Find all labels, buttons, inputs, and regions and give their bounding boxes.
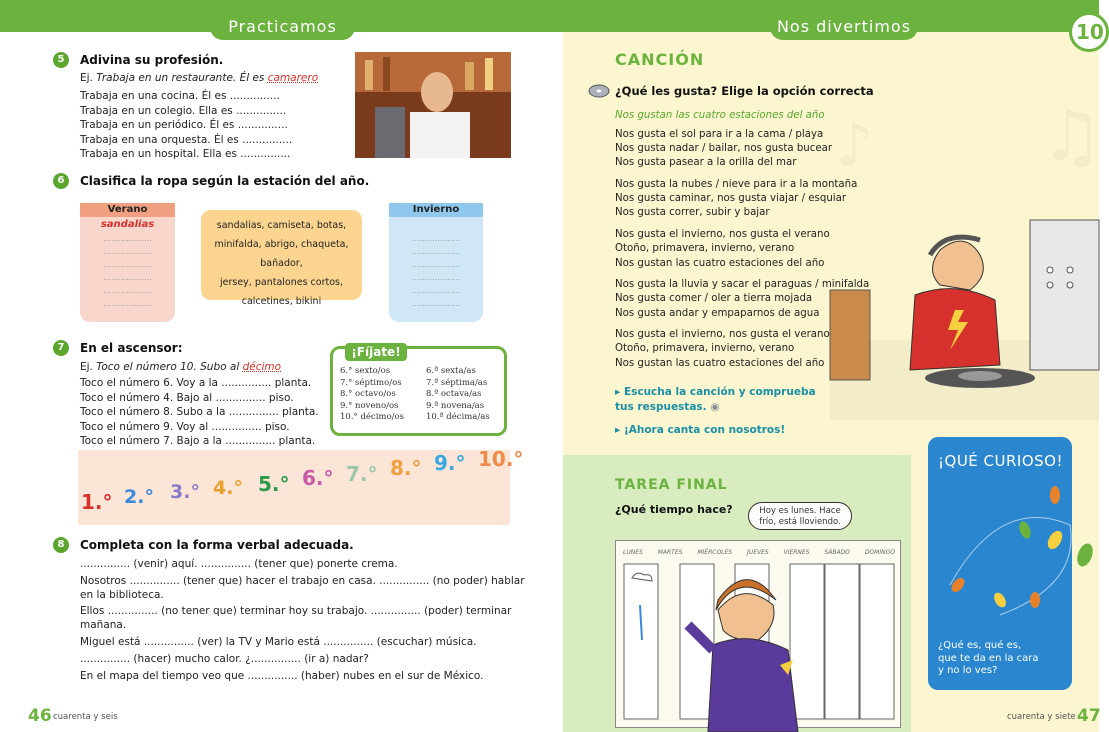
music-note-icon: ♫ bbox=[1040, 95, 1103, 177]
song-line: Nos gusta la lluvia y sacar el paraguas / minifalda bbox=[615, 279, 870, 290]
fijate-masculine: 6.° sexto/os 7.° séptimo/os 8.° octavo/os 9.° noveno/os 10.° décimo/os bbox=[340, 366, 404, 422]
ex7-title: En el ascensor: bbox=[80, 341, 183, 355]
ex8-title: Completa con la forma verbal adecuada. bbox=[80, 538, 354, 552]
ex7-item: Toco el número 4. Bajo al ............... piso. bbox=[80, 392, 294, 404]
ex5-number: 5 bbox=[53, 52, 69, 68]
ex7-item: Toco el número 9. Voy al ............... piso. bbox=[80, 421, 290, 433]
step-2: 2.° bbox=[124, 486, 154, 508]
music-note-icon: ♪ bbox=[835, 110, 874, 180]
page-number-left: 46 bbox=[28, 706, 52, 726]
song-line: Nos gustan las cuatro estaciones del año bbox=[615, 358, 825, 369]
step-1: 1.° bbox=[81, 490, 113, 514]
verano-blanks: ................... ................... ................... ................... ................... ................... bbox=[103, 234, 152, 308]
day-label: VIERNES bbox=[783, 549, 810, 556]
clothing-words-line: minifalda, abrigo, chaqueta, bañador, bbox=[214, 239, 349, 269]
song-line: Otoño, primavera, invierno, verano bbox=[615, 343, 795, 354]
ex8-line: mañana. bbox=[80, 619, 127, 631]
step-9: 9.° bbox=[434, 451, 466, 475]
ex5-item: Trabaja en un colegio. Ella es ............... bbox=[80, 105, 287, 117]
invierno-label: Invierno bbox=[389, 203, 483, 217]
ex8-line: Ellos ............... (no tener que) terminar hoy su trabajo. ............... (poder) terminar bbox=[80, 605, 512, 617]
invierno-blanks: ................... ................... ................... ................... ................... ................... bbox=[411, 234, 461, 308]
clothing-words-line: calcetines, bikini bbox=[241, 296, 322, 307]
step-6: 6.° bbox=[302, 466, 334, 490]
step-8: 8.° bbox=[390, 456, 422, 480]
ex7-item: Toco el número 6. Voy a la ............... planta. bbox=[80, 377, 312, 389]
ex6-number: 6 bbox=[53, 173, 69, 189]
step-7: 7.° bbox=[346, 462, 378, 486]
cancion-title: CANCIÓN bbox=[615, 50, 705, 69]
boy-illustration bbox=[688, 560, 813, 732]
ex8-line: en la biblioteca. bbox=[80, 589, 164, 601]
clothing-words-box bbox=[201, 210, 362, 307]
ex8-line: En el mapa del tiempo veo que ............... (haber) nubes en el sur de México. bbox=[80, 670, 484, 682]
song-line: Nos gusta el invierno, nos gusta el verano bbox=[615, 229, 830, 240]
verano-answer: sandalias bbox=[100, 219, 155, 230]
step-3: 3.° bbox=[170, 481, 200, 503]
fijate-feminine: 6.ª sexta/as 7.ª séptima/as 8.ª octava/as 9.ª novena/as 10.ª décima/as bbox=[426, 366, 490, 422]
ex5-item: Trabaja en un periódico. Él es ............... bbox=[80, 119, 288, 131]
right-header-title: Nos divertimos bbox=[770, 14, 918, 40]
ex7-item: Toco el número 7. Bajo a la ............... planta. bbox=[80, 435, 316, 447]
ex7-item: Toco el número 8. Subo a la ............... planta. bbox=[80, 406, 319, 418]
ex5-title: Adivina su profesión. bbox=[80, 53, 224, 67]
ex5-item: Trabaja en un hospital. Ella es ............... bbox=[80, 148, 291, 160]
song-line: Nos gustan las cuatro estaciones del año bbox=[615, 258, 825, 269]
ex5-item: Trabaja en una cocina. Él es ............... bbox=[80, 90, 280, 102]
song-line: Nos gusta correr, subir y bajar bbox=[615, 207, 770, 218]
day-label: LUNES bbox=[623, 549, 643, 556]
song-line: Nos gusta andar y empaparnos de agua bbox=[615, 308, 820, 319]
dj-illustration bbox=[830, 200, 1099, 420]
song-line: Nos gusta la nubes / nieve para ir a la montaña bbox=[615, 179, 858, 190]
bartender-photo bbox=[355, 52, 511, 158]
song-title: Nos gustan las cuatro estaciones del año bbox=[615, 110, 825, 121]
ex7-number: 7 bbox=[53, 340, 69, 356]
page-words-right: cuarenta y siete bbox=[1007, 712, 1076, 722]
song-line: Otoño, primavera, invierno, verano bbox=[615, 243, 795, 254]
curioso-title: ¡QUÉ CURIOSO! bbox=[938, 452, 1063, 470]
listen-instruction: ▸ Escucha la canción y comprueba tus respuestas. ◉ bbox=[615, 386, 816, 413]
day-label: DOMINGO bbox=[864, 549, 895, 556]
song-line: Nos gusta el invierno, nos gusta el verano bbox=[615, 329, 830, 340]
day-label: JUEVES bbox=[747, 549, 769, 556]
cd-icon bbox=[588, 84, 610, 98]
tarea-question: ¿Qué tiempo hace? bbox=[615, 503, 733, 516]
step-5: 5.° bbox=[258, 472, 290, 496]
song-line: Nos gusta comer / oler a tierra mojada bbox=[615, 293, 813, 304]
ex7-example: Ej. Toco el número 10. Subo al décimo bbox=[80, 361, 282, 373]
ex8-line: Miguel está ............... (ver) la TV y Mario está ............... (escuchar) música. bbox=[80, 636, 477, 648]
curioso-riddle: ¿Qué es, qué es, que te da en la cara y no lo ves? bbox=[938, 640, 1039, 676]
calendar-days bbox=[623, 549, 895, 556]
day-label: MARTES bbox=[657, 549, 683, 556]
ex6-title: Clasifica la ropa según la estación del año. bbox=[80, 174, 370, 188]
ex8-number: 8 bbox=[53, 537, 69, 553]
fijate-title: ¡Fíjate! bbox=[345, 343, 407, 361]
clothing-words-line: jersey, pantalones cortos, bbox=[220, 277, 343, 288]
ex8-line: ............... (venir) aquí. ............... (tener que) ponerte crema. bbox=[80, 558, 398, 570]
song-line: Nos gusta el sol para ir a la cama / playa bbox=[615, 129, 824, 140]
ex8-line: Nosotros ............... (tener que) hacer el trabajo en casa. ............... (no poder) hablar bbox=[80, 575, 525, 587]
clothing-words-line: sandalias, camiseta, botas, bbox=[216, 220, 347, 231]
leaves-illustration bbox=[930, 485, 1099, 635]
unit-number-badge: 10 bbox=[1069, 12, 1109, 52]
step-4: 4.° bbox=[213, 477, 243, 499]
song-line: Nos gusta pasear a la orilla del mar bbox=[615, 157, 797, 168]
verano-label: Verano bbox=[80, 203, 175, 217]
speech-bubble: Hoy es lunes. Hace frío, está lloviendo. bbox=[748, 502, 852, 530]
ex5-item: Trabaja en una orquesta. Él es ............... bbox=[80, 134, 293, 146]
ex5-example: Ej. Trabaja en un restaurante. Él es camarero bbox=[80, 72, 319, 84]
page-words-left: cuarenta y seis bbox=[53, 712, 118, 722]
left-header-title: Practicamos bbox=[210, 14, 355, 40]
sing-instruction: ▸ ¡Ahora canta con nosotros! bbox=[615, 424, 786, 436]
song-line: Nos gusta caminar, nos gusta viajar / esquiar bbox=[615, 193, 847, 204]
cancion-question: ¿Qué les gusta? Elige la opción correcta bbox=[615, 84, 874, 98]
song-line: Nos gusta nadar / bailar, nos gusta bucear bbox=[615, 143, 833, 154]
ex8-line: ............... (hacer) mucho calor. ¿............... (ir a) nadar? bbox=[80, 653, 369, 665]
day-label: SÁBADO bbox=[824, 549, 850, 556]
page-number-right: 47 bbox=[1077, 706, 1101, 726]
day-label: MIÉRCOLES bbox=[697, 549, 733, 556]
tarea-title: TAREA FINAL bbox=[615, 477, 728, 493]
step-10: 10.° bbox=[478, 447, 524, 471]
